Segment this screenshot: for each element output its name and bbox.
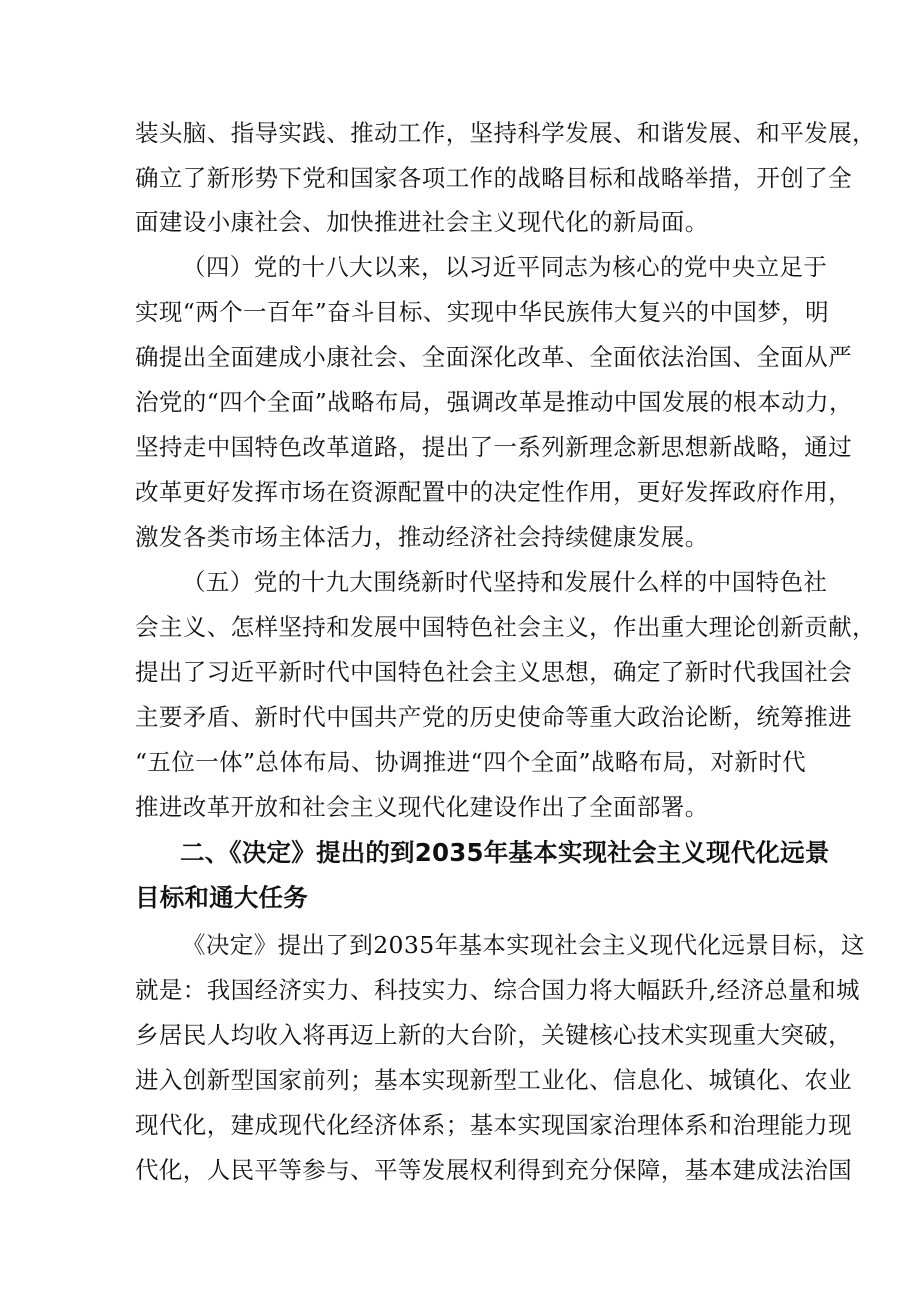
paragraph-five-start: （五）党的十九大围绕新时代坚持和发展什么样的中国特色社 bbox=[182, 568, 828, 596]
text-line: 装头脑、指导实践、推动工作，坚持科学发展、和谐发展、和平发展， bbox=[135, 119, 876, 147]
text-line: 推进改革开放和社会主义现代化建设作出了全面部署。 bbox=[135, 793, 709, 821]
paragraph-decision-start: 《决定》提出了到2035年基本实现社会主义现代化远景目标，这 bbox=[182, 931, 865, 959]
text-line: 改革更好发挥市场在资源配置中的决定性作用，更好发挥政府作用， bbox=[135, 478, 852, 506]
text-line: 主要矛盾、新时代中国共产党的历史使命等重大政治论断，统筹推进 bbox=[135, 703, 852, 731]
text-line: 代化，人民平等参与、平等发展权利得到充分保障，基本建成法治国 bbox=[135, 1156, 852, 1184]
text-line: 就是：我国经济实力、科技实力、综合国力将大幅跃升,经济总量和城 bbox=[135, 976, 860, 1004]
text-line: 乡居民人均收入将再迈上新的大台阶，关键核心技术实现重大突破， bbox=[135, 1021, 852, 1049]
text-line: 会主义、怎样坚持和发展中国特色社会主义，作出重大理论创新贡献， bbox=[135, 613, 876, 641]
text-line: 坚持走中国特色改革道路，提出了一系列新理念新思想新战略，通过 bbox=[135, 433, 852, 461]
text-line: “五位一体”总体布局、协调推进“四个全面”战略布局，对新时代 bbox=[135, 748, 807, 776]
paragraph-four-start: （四）党的十八大以来，以习近平同志为核心的党中央立足于 bbox=[182, 253, 828, 281]
section-heading-continued: 目标和通大任务 bbox=[135, 883, 308, 912]
text-line: 实现“两个一百年”奋斗目标、实现中华民族伟大复兴的中国梦，明 bbox=[135, 298, 830, 326]
text-line: 治党的“四个全面”战略布局，强调改革是推动中国发展的根本动力， bbox=[135, 388, 853, 416]
text-line: 确提出全面建成小康社会、全面深化改革、全面依法治国、全面从严 bbox=[135, 343, 852, 371]
text-line: 现代化，建成现代化经济体系；基本实现国家治理体系和治理能力现 bbox=[135, 1111, 852, 1139]
section-heading: 二、《决定》提出的到2035年基本实现社会主义现代化远景 bbox=[180, 838, 830, 867]
text-line: 面建设小康社会、加快推进社会主义现代化的新局面。 bbox=[135, 208, 709, 236]
text-line: 进入创新型国家前列；基本实现新型工业化、信息化、城镇化、农业 bbox=[135, 1066, 852, 1094]
text-line: 激发各类市场主体活力，推动经济社会持续健康发展。 bbox=[135, 523, 709, 551]
text-line: 提出了习近平新时代中国特色社会主义思想，确定了新时代我国社会 bbox=[135, 658, 852, 686]
text-line: 确立了新形势下党和国家各项工作的战略目标和战略举措，开创了全 bbox=[135, 164, 852, 192]
